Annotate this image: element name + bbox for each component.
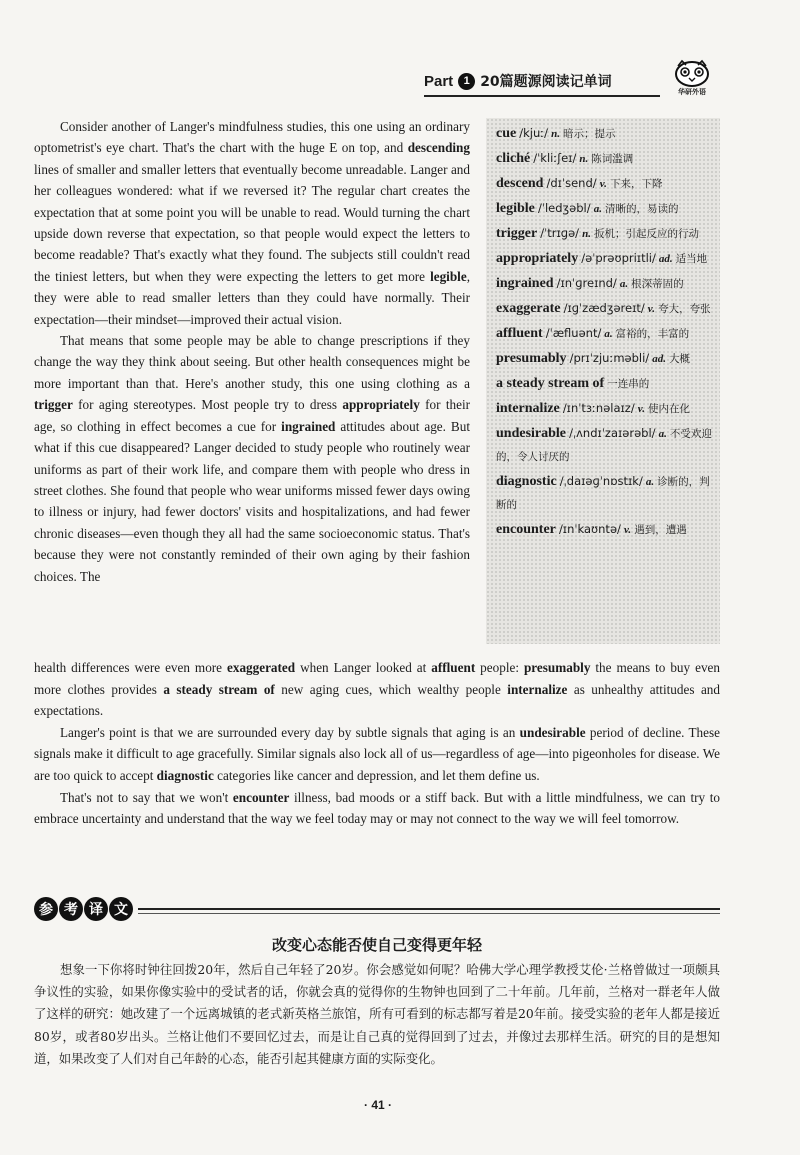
text-run: , they were able to read smaller letters than they could have normally. Their expectation—their mindset—improved their actual vision. [34,268,470,327]
vocab-ipa: /ˌʌndɪˈzaɪərəbl/ [569,426,656,440]
keyword: encounter [232,789,290,805]
text-run: That means that some people may be able to change prescriptions if they change the way they think about seeing. But other health consequences might be more important than that. Here's another study, this one using clothing as a [34,333,470,391]
reference-badge: 考 [59,897,83,921]
vocab-entry [496,422,712,468]
text-run: period of decline. These signals make it difficult to age gracefully. Similar signals also lock all of us—regardless of age—into pigeonholes for disease. We are too quick to accept [34,724,720,783]
vocab-pos: a. [593,203,602,215]
vocab-entry [496,197,712,220]
paragraph-2 [34,330,470,587]
vocab-pos: a. [604,328,613,340]
text-run: for their age, so clothing in effect becomes a cue for [34,397,471,434]
vocab-ipa: /ˌdaɪəɡˈnɒstɪk/ [559,474,643,488]
vocab-word: internalize [496,401,560,416]
text-run: Consider another of Langer's mindfulness studies, this one using an ordinary optometrist's eye chart. That's the chart with the huge E on top, and [34,119,470,156]
vocab-meaning: 下来，下降 [609,178,663,190]
article-left-column [34,116,470,587]
vocab-meaning: 一连串的 [607,378,650,390]
vocab-ipa: /ˈtrɪɡə/ [540,226,580,240]
vocab-meaning: 陈词滥调 [591,153,634,165]
vocab-word: encounter [496,522,556,537]
vocab-entry [496,322,712,345]
vocab-ipa: /ɪnˈtɜːnəlaɪz/ [562,401,635,415]
vocab-entry [496,172,712,195]
vocab-pos: v. [599,178,607,190]
paragraph-3 [34,722,720,787]
vocab-pos: ad. [658,253,673,265]
vocab-word: a steady stream of [496,376,605,391]
reference-badge: 参 [34,897,58,921]
vocab-entry [496,372,712,395]
vocab-word: diagnostic [496,474,557,489]
vocab-meaning: 遇到，遭遇 [634,524,687,536]
vocab-word: undesirable [496,426,567,441]
vocab-word: cliché [496,151,531,166]
vocab-word: presumably [496,351,567,366]
translation-body [34,959,720,1070]
keyword: trigger [34,397,73,413]
text-run: as unhealthy attitudes and expectations. [34,681,720,719]
reference-badge: 文 [109,897,133,921]
vocabulary-box [486,118,720,644]
vocab-ipa: /kjuː/ [519,126,549,140]
vocab-entry [496,397,712,420]
vocab-entry [496,470,712,516]
text-run: illness, bad moods or a stiff back. But with a little mindfulness, we can try to embrace uncertainty and understand that the way we feel today may or may not connect to the way we will feel tomorrow. [34,789,721,827]
vocab-pos: a. [645,476,655,488]
vocab-entry [496,272,712,295]
vocab-entry [496,122,712,145]
vocab-pos: n. [551,128,560,140]
part-label: Part [424,72,454,90]
vocab-entry [496,518,712,541]
text-run: for aging stereotypes. Most people try to dress [72,397,343,413]
vocab-meaning: 诊断的，判断的 [496,476,710,511]
vocab-meaning: 扳机；引起反应的行动 [594,228,700,240]
keyword: ingrained [281,418,336,434]
text-run: lines of smaller and smaller letters that eventually become unreadable. Langer and her colleagues wondered: what if we reversed it? The regular chart creates the expectation that at some point you will be unable to read. Would turning the chart upside down reverse that expectation, so that people would expect the letters to become readable? That's exactly what they found. The subjects still couldn't read the tiniest letters, but when they were expecting the letters to get more [34,161,470,284]
vocabulary-list [496,122,712,541]
vocab-meaning: 富裕的，丰富的 [615,328,690,340]
keyword: internalize [507,681,568,697]
text-run: attitudes about age. But what if this cue disappeared? Langer decided to study people who routinely wear uniforms as part of their work life, and compare them with people who dress in street clothes. She found that people who wear uniforms missed fewer days owing to illness or injury, had fewer doctors' visits and hospitalizations, and had fewer chronic diseases—even though they all had the same socioeconomic status. That's because they were not constantly reminded of their own aging by their fashion choices. The [34,418,470,584]
keyword: exaggerated [227,660,296,675]
paragraph-4 [34,787,720,830]
vocab-entry [496,222,712,245]
vocab-ipa: /dɪˈsend/ [546,176,597,190]
vocab-meaning: 使内在化 [648,403,691,415]
vocab-pos: a. [658,428,667,440]
vocab-meaning: 清晰的，易读的 [604,203,679,215]
reference-translation-banner [34,897,720,927]
vocab-word: affluent [496,326,543,341]
text-run: when Langer looked at [295,660,432,675]
vocab-ipa: /prɪˈzjuːməbli/ [569,351,650,365]
vocab-entry [496,147,712,170]
vocab-ipa: /ɪɡˈzædʒəreɪt/ [563,301,645,315]
vocab-word: cue [496,126,517,141]
vocab-word: ingrained [496,276,554,291]
vocab-ipa: /ˈkliːʃeɪ/ [533,151,577,165]
vocab-ipa: /əˈprəʊpriɪtli/ [581,251,656,265]
banner-rule-thin [138,913,720,914]
vocab-pos: n. [579,153,589,165]
vocab-word: legible [496,201,535,216]
keyword: affluent [431,660,476,675]
text-run: the means to buy even more clothes provides [34,660,720,697]
vocab-pos: v. [623,524,632,536]
text-run: new aging cues, which wealthy people [274,681,508,697]
vocab-ipa: /ɪnˈkaʊntə/ [558,522,621,536]
vocab-meaning: 大概 [669,353,691,365]
vocab-meaning: 根深蒂固的 [631,278,684,290]
vocab-entry [496,297,712,320]
keyword: undesirable [519,724,586,740]
text-run: That's not to say that we won't [60,789,233,805]
logo-text: 华研外语 [678,88,706,96]
text-run: health differences were even more [34,660,227,675]
header-rule [424,95,660,97]
vocab-word: appropriately [496,251,579,266]
translation-title: 改变心态能否使自己变得更年轻 [271,936,482,954]
keyword: descending [407,140,470,156]
reference-badge: 译 [84,897,108,921]
keyword: legible [430,268,467,284]
vocab-pos: v. [647,303,656,315]
vocab-pos: v. [637,403,645,415]
vocab-meaning: 不受欢迎的，令人讨厌的 [496,428,712,463]
page-number: · 41 · [363,1098,392,1112]
vocab-word: trigger [496,226,538,241]
vocab-pos: ad. [652,353,666,365]
reference-badges [34,897,134,921]
vocab-meaning: 适当地 [675,253,708,265]
vocab-ipa: /ˈæfluənt/ [545,326,602,340]
banner-rule [138,908,720,910]
vocab-meaning: 暗示；提示 [563,128,616,140]
vocab-ipa: /ˈledʒəbl/ [537,201,591,215]
text-run: categories like cancer and depression, and let them define us. [213,767,540,783]
vocab-entry [496,247,712,270]
vocab-meaning: 夸大，夸张 [658,303,711,315]
vocab-entry [496,347,712,370]
vocab-word: exaggerate [496,301,561,316]
header-title: 20篇题源阅读记单词 [480,74,612,90]
part-number-badge: 1 [458,73,475,90]
keyword: appropriately [342,397,420,413]
paragraph-2-continued [34,657,720,722]
text-run: people: [475,660,524,675]
keyword: a steady stream of [163,681,275,697]
vocab-pos: a. [619,278,629,290]
vocab-ipa: /ɪnˈɡreɪnd/ [556,276,617,290]
translation-paragraph: 想象一下你将时钟往回拨20年，然后自己年轻了20岁。你会感觉如何呢？哈佛大学心理学教授艾伦·兰格曾做过一项颇具争议性的实验，如果你像实验中的受试者的话，你就会真的觉得你的生物钟也回到了二十年前。几年前，兰格对一群老年人做了这样的研究：她改建了一个远离城镇的老式新英格兰旅馆，所有可看到的标志都写着是20年前。接受实验的老年人都是接近80岁，或者80岁出头。兰格让他们不要回忆过去，而是让自己真的觉得回到了过去，并像过去那样生活。研究的目的是想知道，如果改变了人们对自己年龄的心态，能否引起其健康方面的实际变化。 [34,962,720,1066]
paragraph-1 [34,116,470,330]
vocab-pos: n. [582,228,591,240]
text-run: Langer's point is that we are surrounded every day by subtle signals that aging is an [60,724,520,740]
keyword: presumably [523,660,591,675]
article-full-width [34,657,720,830]
vocab-word: descend [496,176,544,191]
keyword: diagnostic [156,767,214,783]
